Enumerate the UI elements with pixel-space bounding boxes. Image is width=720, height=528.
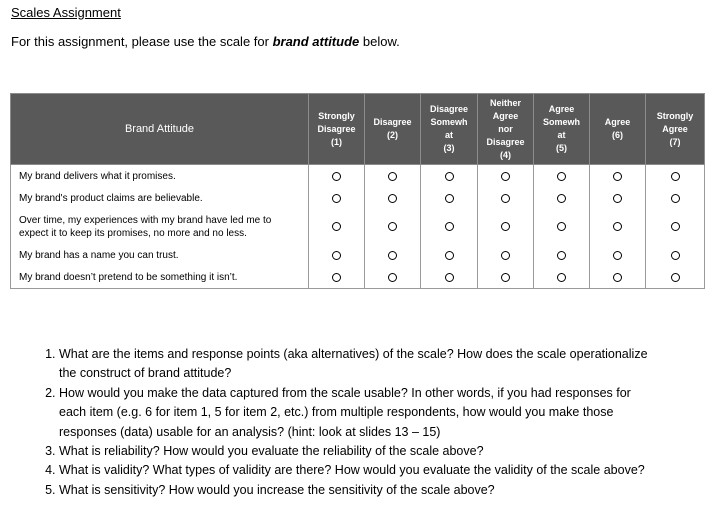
- item-text: My brand's product claims are believable.: [19, 192, 203, 204]
- item-label: [11, 165, 309, 188]
- item-text: expect it to keep its promises, no more and no less.: [19, 227, 247, 239]
- intro-paragraph: [11, 34, 400, 49]
- response-cell: [646, 165, 705, 188]
- header-option-line: at: [557, 130, 566, 140]
- header-option-line: (4): [500, 149, 511, 160]
- radio-option-4[interactable]: [501, 194, 510, 203]
- radio-option-7[interactable]: [671, 251, 680, 260]
- item-text: My brand has a name you can trust.: [19, 249, 179, 261]
- item-text: My brand doesn’t pretend to be something it isn’t.: [19, 271, 238, 283]
- response-cell: [646, 266, 705, 289]
- table-row: [11, 209, 705, 244]
- header-option-4: [478, 94, 534, 165]
- response-cell: [646, 209, 705, 244]
- question-item: [59, 345, 659, 384]
- response-cell: [590, 165, 646, 188]
- response-cell: [590, 266, 646, 289]
- radio-option-6[interactable]: [613, 194, 622, 203]
- header-option-line: Strongly: [656, 110, 694, 121]
- header-option-3: [421, 94, 478, 165]
- response-cell: [534, 266, 590, 289]
- response-cell: [365, 165, 421, 188]
- question-item: [59, 461, 659, 480]
- response-cell: [590, 187, 646, 209]
- header-option-line: Somewh: [542, 117, 580, 127]
- question-text: What is reliability? How would you evaluate the reliability of the scale above?: [59, 444, 484, 459]
- header-option-line: (3): [443, 143, 455, 153]
- question-item: [59, 442, 659, 461]
- question-list: [35, 345, 659, 500]
- response-cell: [309, 209, 365, 244]
- response-cell: [590, 244, 646, 266]
- response-cell: [534, 209, 590, 244]
- response-cell: [646, 187, 705, 209]
- header-option-line: Disagree: [429, 104, 469, 114]
- table-row: [11, 244, 705, 266]
- response-cell: [421, 244, 478, 266]
- header-option-line: Disagree: [373, 117, 412, 127]
- intro-emphasis: brand attitude: [272, 34, 360, 49]
- response-cell: [478, 266, 534, 289]
- header-option-line: Disagree: [486, 136, 525, 147]
- radio-option-3[interactable]: [445, 222, 454, 231]
- radio-option-5[interactable]: [557, 222, 566, 231]
- item-label: [11, 187, 309, 209]
- response-cell: [421, 266, 478, 289]
- question-text: How would you make the data captured from the scale usable? In other words, if you had responses for each item (e.g. 6 for item 1, 5 for item 2, etc.) from multiple respondents, how would you make those responses (data) usable for an analysis? (hint: look at slides 13 – 15): [59, 385, 631, 439]
- response-cell: [365, 266, 421, 289]
- header-option-line: (5): [556, 143, 567, 153]
- radio-option-6[interactable]: [613, 251, 622, 260]
- radio-option-2[interactable]: [388, 222, 397, 231]
- response-cell: [534, 244, 590, 266]
- radio-option-5[interactable]: [557, 273, 566, 282]
- radio-option-4[interactable]: [501, 172, 510, 181]
- radio-option-6[interactable]: [613, 222, 622, 231]
- item-label: [11, 266, 309, 289]
- response-cell: [646, 244, 705, 266]
- header-option-line: Agree: [662, 123, 688, 134]
- response-cell: [478, 209, 534, 244]
- header-option-7: [646, 94, 705, 165]
- header-option-line: (6): [612, 130, 623, 140]
- header-option-line: Somewh: [430, 117, 468, 127]
- response-cell: [309, 244, 365, 266]
- radio-option-2[interactable]: [388, 273, 397, 282]
- radio-option-1[interactable]: [332, 273, 341, 282]
- radio-option-1[interactable]: [332, 222, 341, 231]
- document-title: Scales Assignment: [11, 5, 121, 20]
- header-option-line: Disagree: [317, 123, 356, 134]
- radio-option-6[interactable]: [613, 273, 622, 282]
- response-cell: [590, 209, 646, 244]
- header-option-1: [309, 94, 365, 165]
- response-cell: [309, 266, 365, 289]
- response-cell: [421, 187, 478, 209]
- response-cell: [309, 165, 365, 188]
- radio-option-3[interactable]: [445, 251, 454, 260]
- response-cell: [421, 165, 478, 188]
- table-header-row: [11, 94, 705, 165]
- response-cell: [421, 209, 478, 244]
- header-option-line: Agree: [548, 104, 575, 114]
- radio-option-7[interactable]: [671, 222, 680, 231]
- header-option-6: [590, 94, 646, 165]
- radio-option-2[interactable]: [388, 194, 397, 203]
- header-option-line: (7): [669, 136, 681, 147]
- response-cell: [478, 165, 534, 188]
- response-cell: [534, 165, 590, 188]
- radio-option-1[interactable]: [332, 194, 341, 203]
- table-row: [11, 165, 705, 188]
- radio-option-7[interactable]: [671, 172, 680, 181]
- item-label: [11, 244, 309, 266]
- header-option-line: Neither: [489, 97, 521, 108]
- response-cell: [478, 187, 534, 209]
- item-label: [11, 209, 309, 244]
- item-text: Over time, my experiences with my brand have led me to: [19, 214, 272, 226]
- question-text: What is sensitivity? How would you increase the sensitivity of the scale above?: [59, 482, 495, 497]
- response-cell: [534, 187, 590, 209]
- header-option-line: (1): [331, 136, 342, 147]
- table-row: [11, 266, 705, 289]
- table-body: [11, 165, 705, 289]
- radio-option-3[interactable]: [445, 194, 454, 203]
- intro-prefix: For this assignment, please use the scale for: [11, 34, 273, 49]
- item-text: My brand delivers what it promises.: [19, 170, 176, 182]
- radio-option-7[interactable]: [671, 273, 680, 282]
- question-item: [59, 384, 659, 442]
- question-text: What are the items and response points (aka alternatives) of the scale? How does the scale operationalize the construct of brand attitude?: [59, 347, 648, 381]
- response-cell: [365, 244, 421, 266]
- header-option-line: Agree: [604, 117, 631, 127]
- radio-option-2[interactable]: [388, 251, 397, 260]
- header-option-line: Strongly: [318, 110, 355, 121]
- radio-option-4[interactable]: [501, 251, 510, 260]
- table-row: [11, 187, 705, 209]
- radio-option-2[interactable]: [388, 172, 397, 181]
- intro-suffix: below.: [359, 34, 400, 49]
- response-cell: [309, 187, 365, 209]
- header-option-line: at: [444, 130, 453, 140]
- header-option-5: [534, 94, 590, 165]
- radio-option-1[interactable]: [332, 172, 341, 181]
- radio-option-5[interactable]: [557, 251, 566, 260]
- response-cell: [365, 187, 421, 209]
- radio-option-7[interactable]: [671, 194, 680, 203]
- header-option-line: nor: [498, 123, 513, 134]
- radio-option-3[interactable]: [445, 273, 454, 282]
- header-option-line: (2): [387, 130, 398, 140]
- radio-option-3[interactable]: [445, 172, 454, 181]
- question-item: [59, 481, 659, 500]
- radio-option-5[interactable]: [557, 194, 566, 203]
- header-brand-attitude: Brand Attitude: [11, 94, 309, 165]
- radio-option-6[interactable]: [613, 172, 622, 181]
- response-cell: [365, 209, 421, 244]
- question-text: What is validity? What types of validity are there? How would you evaluate the validity of the scale above?: [59, 463, 645, 478]
- header-option-2: [365, 94, 421, 165]
- brand-attitude-scale-table: [10, 93, 705, 289]
- radio-option-4[interactable]: [501, 222, 510, 231]
- response-cell: [478, 244, 534, 266]
- header-option-line: Agree: [492, 110, 519, 121]
- radio-option-4[interactable]: [501, 273, 510, 282]
- radio-option-5[interactable]: [557, 172, 566, 181]
- radio-option-1[interactable]: [332, 251, 341, 260]
